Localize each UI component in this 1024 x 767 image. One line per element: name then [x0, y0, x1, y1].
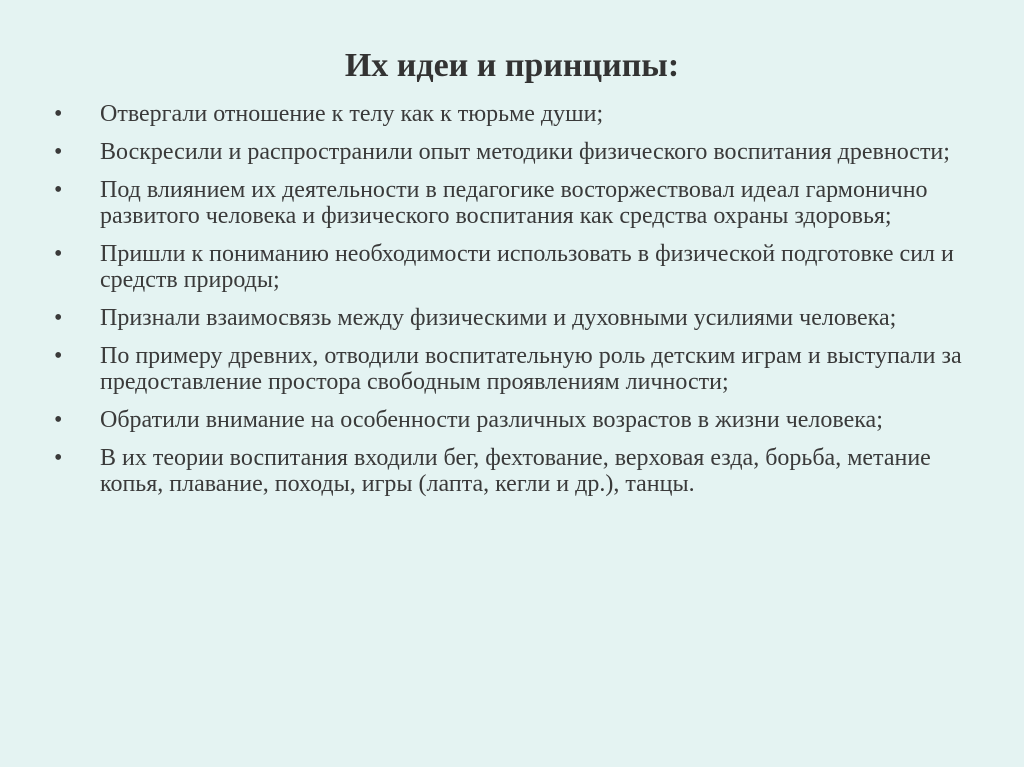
bullet-text: Обратили внимание на особенности различных возрастов в жизни человека; — [100, 407, 883, 433]
bullet-text: Воскресили и распространили опыт методики физического воспитания древности; — [100, 139, 950, 165]
slide-title: Их идеи и принципы: — [344, 47, 680, 84]
bullet-item-1 — [52, 101, 982, 127]
bullet-marker: • — [54, 343, 63, 369]
bullet-text: Пришли к пониманию необходимости использовать в физической подготовке сил и средств природы; — [100, 241, 954, 293]
bullet-text: Отвергали отношение к телу как к тюрьме души; — [100, 101, 604, 127]
bullet-text: Признали взаимосвязь между физическими и духовными усилиями человека; — [100, 305, 897, 331]
bullet-marker: • — [54, 139, 63, 165]
bullet-marker: • — [54, 101, 63, 127]
bullet-item-7 — [52, 407, 982, 433]
bullet-marker: • — [54, 305, 63, 331]
bullet-item-5 — [52, 305, 982, 331]
bullet-item-6 — [52, 343, 982, 395]
bullet-list — [52, 101, 982, 509]
bullet-item-2 — [52, 139, 982, 165]
bullet-item-4 — [52, 241, 982, 293]
bullet-item-3 — [52, 177, 982, 229]
bullet-marker: • — [54, 407, 63, 433]
bullet-item-8 — [52, 445, 982, 497]
bullet-text: Под влиянием их деятельности в педагогике восторжествовал идеал гармонично развитого человека и физического воспитания как средства охраны здоровья; — [100, 177, 928, 229]
bullet-text: В их теории воспитания входили бег, фехтование, верховая езда, борьба, метание копья, плавание, походы, игры (лапта, кегли и др.), танцы. — [100, 445, 931, 497]
bullet-marker: • — [54, 445, 63, 471]
bullet-marker: • — [54, 177, 63, 203]
bullet-marker: • — [54, 241, 63, 267]
bullet-text: По примеру древних, отводили воспитательную роль детским играм и выступали за предоставление простора свободным проявлениям личности; — [100, 343, 962, 395]
